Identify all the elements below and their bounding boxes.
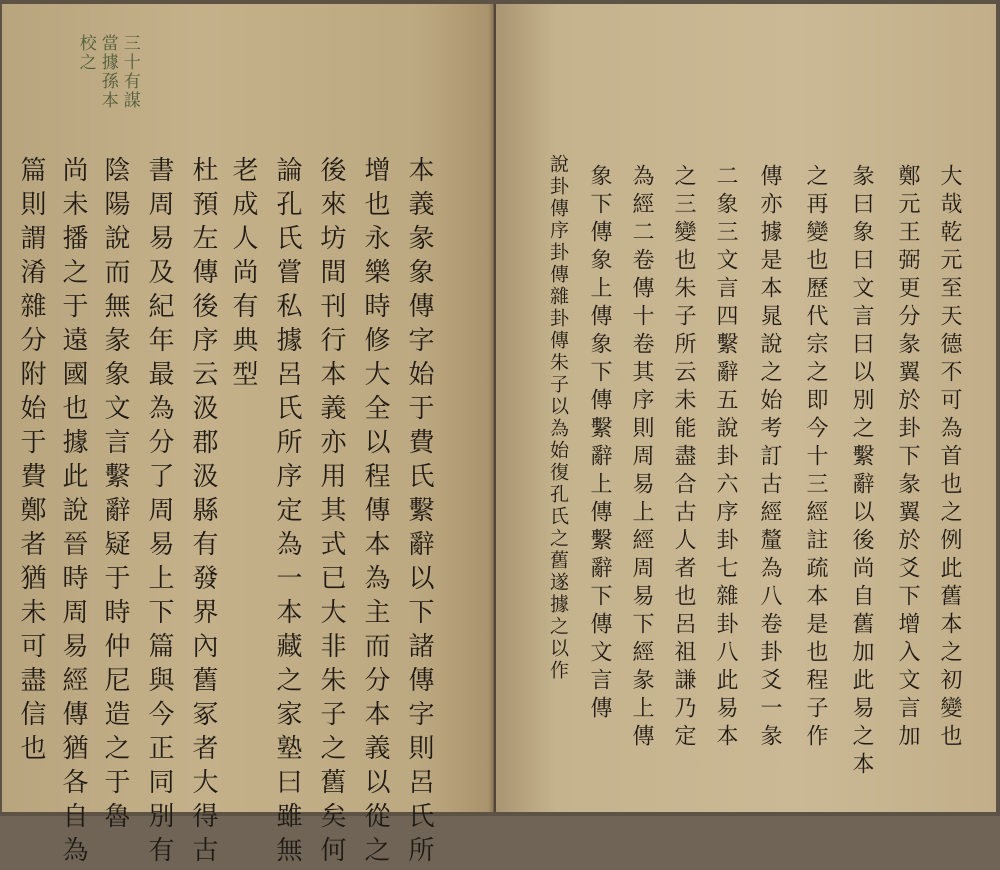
left-column-9: 尚未播之于遠國也據此說晉時周易經傳猶各自為 (58, 156, 88, 870)
right-column-7: 之三變也朱子所云未能盡合古人者也呂祖謙乃定 (671, 164, 696, 752)
right-column-9: 象下傳象上傳象下傳繫辭上傳繫辭下傳文言傳 (587, 164, 612, 724)
right-column-2: 鄭元王弼更分彖翼於卦下彖翼於爻下增入文言加 (895, 164, 920, 752)
right-column-5: 傳亦據是本晁說之始考訂古經釐為八卷卦爻一彖 (757, 164, 782, 752)
right-column-6: 二象三文言四繫辭五說卦六序卦七雜卦八此易本 (713, 164, 738, 752)
left-page (2, 4, 494, 870)
left-column-4: 論孔氏嘗私據呂氏所序定為一本藏之家塾曰雖無 (272, 156, 302, 870)
left-column-8: 陰陽說而無彖象文言繫辭疑于時仲尼造之于魯 (100, 156, 130, 836)
right-column-8: 為經二卷傳十卷其序則周易上經周易下經彖上傳 (629, 164, 654, 752)
marginal-note-line-3: 校之 (75, 34, 96, 72)
right-column-4: 之再變也歷代宗之即今十三經註疏本是也程子作 (803, 164, 828, 752)
right-page (496, 4, 996, 812)
right-column-1: 大哉乾元至天德不可為首也之例此舊本之初變也 (937, 164, 962, 752)
left-column-6: 杜預左傳後序云汲郡汲縣有發界內舊冢者大得古 (188, 156, 218, 870)
left-column-5: 老成人尚有典型 (228, 156, 258, 394)
right-column-3: 彖曰象曰文言曰以別之繫辭以後尚自舊加此易之本 (849, 164, 874, 780)
left-column-7: 書周易及紀年最為分了周易上下篇與今正同別有 (144, 156, 174, 870)
left-column-10: 篇則謂淆雜分附始于費鄭者猶未可盡信也 (16, 156, 46, 768)
marginal-note-line-2: 當據孫本 (97, 34, 118, 110)
left-column-2: 增也永樂時修大全以程傳本為主而分本義以從之 (360, 156, 390, 870)
left-column-1: 本義彖象傳字始于費氏繫辭以下諸傳字則呂氏所 (404, 156, 434, 870)
marginal-note-line-1: 三十有謀 (119, 34, 140, 110)
right-column-10: 說卦傳序卦傳雜卦傳朱子以為始復孔氏之舊遂據之以作 (547, 154, 569, 682)
left-column-3: 後來坊間刊行本義亦用其式已大非朱子之舊矣何 (316, 156, 346, 870)
